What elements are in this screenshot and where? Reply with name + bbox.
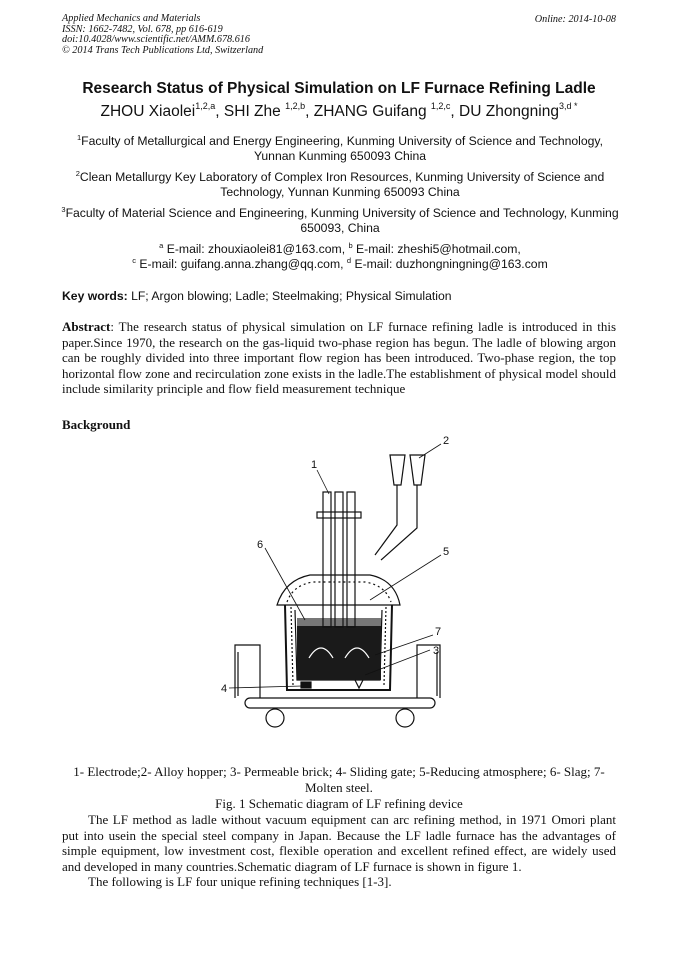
affiliation-sup: 2	[75, 169, 80, 178]
online-date: Online: 2014-10-08	[534, 14, 616, 25]
affiliation-text: Faculty of Material Science and Engineering, Kunming University of Science and Technology, Kunming 650093, China	[65, 206, 619, 235]
keywords	[62, 289, 452, 303]
journal-copyright: © 2014 Trans Tech Publications Ltd, Switzerland	[62, 44, 264, 56]
lining-texture	[384, 607, 386, 685]
electrode-clamp	[317, 512, 361, 518]
abstract-text: : The research status of physical simulation on LF furnace refining ladle is introduced in this paper.Since 1970, the research on the gas-liquid two-phase region has begun. The ladle of blowing argon can be roughly divided into three important flow region has been introduced. Two-phase region, the top horizontal flow zone and recirculation zone exists in the ladle.The establishment of physical model should include similarity principle and flow field measurement technique	[62, 319, 616, 396]
fig-label-2: 2	[443, 435, 450, 447]
leader-line	[229, 686, 302, 688]
email-key: d	[346, 256, 352, 265]
wheel	[266, 709, 284, 727]
email-c[interactable]: E-mail: guifang.anna.zhang@qq.com,	[139, 257, 344, 271]
author-name: DU Zhongning	[459, 103, 559, 120]
alloy-hopper	[410, 455, 425, 485]
affiliation-2	[60, 166, 620, 200]
affiliation-3	[60, 202, 620, 236]
slag-layer	[297, 618, 381, 626]
fig-label-7: 7	[435, 626, 442, 638]
paper-title: Research Status of Physical Simulation on LF Furnace Refining Ladle	[82, 80, 596, 97]
author-name: SHI Zhe	[223, 103, 286, 120]
journal-name: Applied Mechanics and Materials	[62, 13, 201, 24]
carriage-rail	[245, 698, 435, 708]
affiliation-sup: 1	[76, 133, 82, 142]
fig-label-3: 3	[433, 645, 440, 657]
email-a[interactable]: E-mail: zhouxiaolei81@163.com,	[166, 242, 346, 256]
author-sep: ,	[215, 103, 224, 120]
abstract	[62, 319, 616, 397]
figure-legend: 1- Electrode;2- Alloy hopper; 3- Permeable brick; 4- Sliding gate; 5-Reducing atmosphere; 6- Slag; 7-Molten steel.	[73, 764, 605, 795]
alloy-hopper	[390, 455, 405, 485]
email-b[interactable]: E-mail: zheshi5@hotmail.com,	[356, 242, 521, 256]
fig-label-5: 5	[443, 546, 450, 558]
frame-left	[235, 645, 260, 698]
leader-line	[370, 555, 441, 600]
body-paragraph: The LF method as ladle without vacuum equipment can arc refining method, in 1971 Omori plant put into usein the special steel company in Japan. Because the LF ladle furnace has the advantages of simple equipment, low investment cost, flexible operation and excellent refined effect, are widely used and developed in many countries.Schematic diagram of LF furnace is shown in figure 1.	[62, 812, 616, 874]
email-line-2	[60, 253, 620, 272]
sliding-gate	[301, 682, 311, 688]
fig-label-6: 6	[257, 539, 264, 551]
fig-label-4: 4	[221, 683, 228, 695]
journal-doi: doi:10.4028/www.scientific.net/AMM.678.616	[62, 34, 250, 46]
lining-texture	[291, 607, 293, 685]
body-paragraph: The following is LF four unique refining techniques [1-3].	[88, 874, 392, 889]
author-name: ZHOU Xiaolei	[100, 103, 196, 120]
email-key: b	[348, 241, 353, 250]
affiliation-sup: 3	[61, 205, 66, 214]
affiliation-text: Faculty of Metallurgical and Energy Engineering, Kunming University of Science and Technology, Yunnan Kunming 650093 China	[81, 134, 604, 163]
hopper-chute	[375, 485, 397, 555]
affiliation-1	[60, 130, 620, 164]
author-affil: 1,2,a	[195, 101, 216, 111]
abstract-label: Abstract	[62, 319, 111, 334]
molten-steel	[297, 625, 381, 680]
leader-line	[419, 444, 441, 458]
affiliation-text: Clean Metallurgy Key Laboratory of Complex Iron Resources, Kunming University of Science and Technology, Yunnan Kunming 650093 China	[79, 170, 605, 199]
keywords-label: Key words:	[62, 289, 128, 303]
hopper-chute	[381, 485, 417, 560]
email-key: a	[159, 241, 164, 250]
figure-caption: Fig. 1 Schematic diagram of LF refining device	[215, 796, 463, 811]
fig-label-1: 1	[311, 459, 318, 471]
email-d[interactable]: E-mail: duzhongningning@163.com	[354, 257, 548, 271]
keywords-text: LF; Argon blowing; Ladle; Steelmaking; Physical Simulation	[127, 289, 452, 303]
section-heading-background: Background	[62, 417, 131, 432]
author-name: ZHANG Guifang	[313, 103, 431, 120]
author-sep: ,	[305, 103, 314, 120]
author-sep: ,	[450, 103, 460, 120]
permeable-brick	[355, 680, 363, 688]
body-text	[62, 812, 616, 890]
furnace-roof	[277, 575, 400, 605]
author-affil: 1,2,b	[285, 101, 306, 111]
journal-issn: ISSN: 1662-7482, Vol. 678, pp 616-619	[62, 23, 223, 35]
wheel	[396, 709, 414, 727]
journal-header	[62, 14, 263, 56]
author-affil: 1,2,c	[430, 101, 451, 111]
author-affil: 3,d *	[558, 101, 578, 111]
email-key: c	[132, 256, 136, 265]
roof-lining	[287, 582, 391, 602]
lf-furnace-schematic	[205, 430, 470, 760]
leader-line	[317, 470, 329, 494]
author-list	[0, 101, 678, 121]
